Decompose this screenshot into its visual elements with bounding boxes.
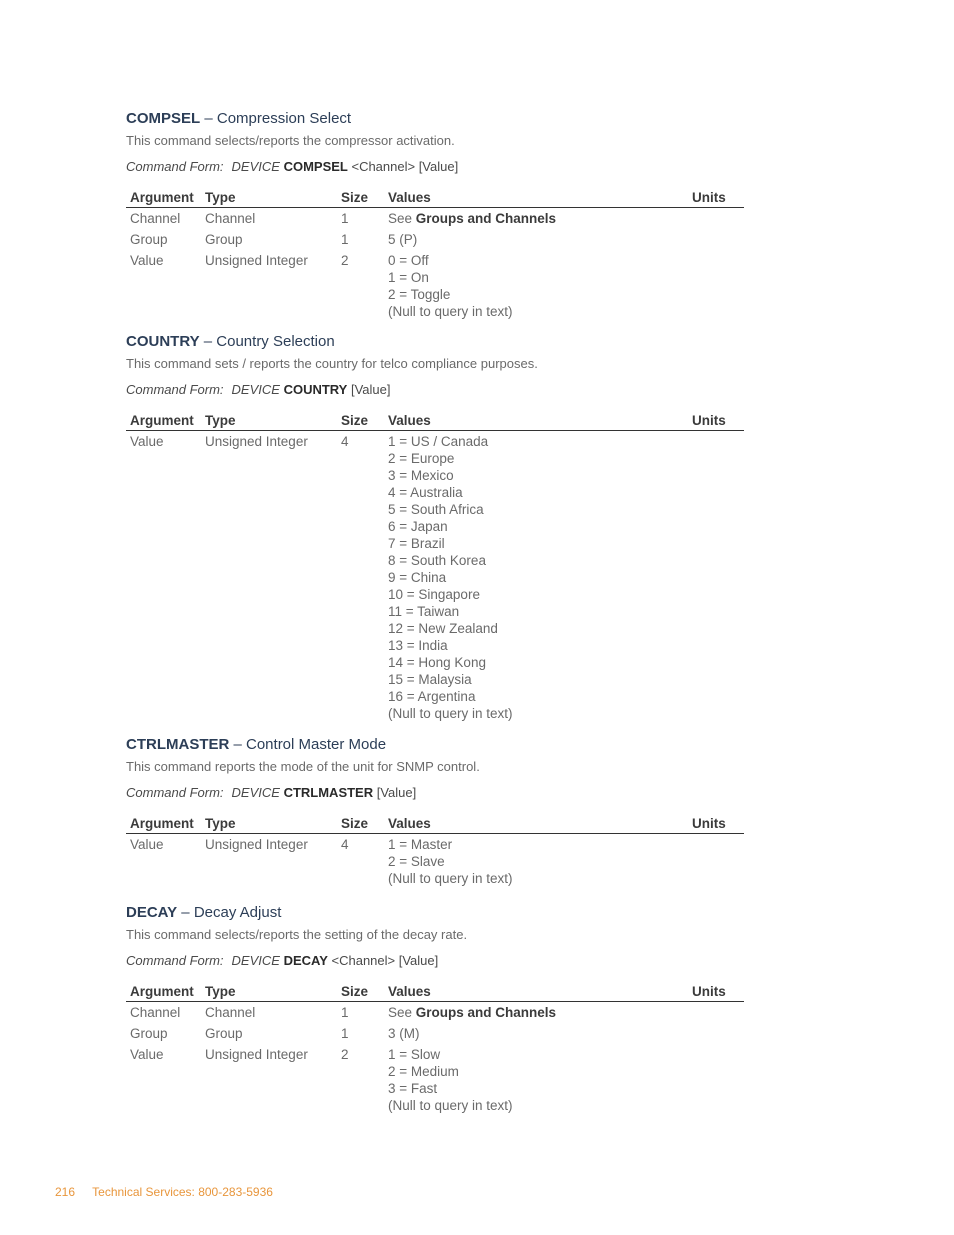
size-cell: 1 — [341, 1026, 349, 1041]
command-form — [126, 382, 744, 398]
command-form-args: [Value] — [347, 382, 391, 397]
size-cell: 4 — [341, 837, 349, 852]
type-cell: Unsigned Integer — [205, 1047, 308, 1062]
type-cell: Unsigned Integer — [205, 837, 308, 852]
value-line: 2 = Slave — [388, 854, 445, 869]
values-cell — [384, 834, 688, 890]
argument-cell: Value — [130, 253, 164, 268]
column-header: Argument — [126, 412, 201, 431]
column-header: Type — [201, 412, 337, 431]
command-form-keyword: COUNTRY — [283, 382, 348, 397]
value-line: 11 = Taiwan — [388, 604, 460, 619]
value-line: (Null to query in text) — [388, 304, 513, 319]
table-row — [126, 1023, 744, 1044]
units-cell — [688, 250, 744, 322]
value-reference: Groups and Channels — [415, 1005, 557, 1020]
command-title-rest: – Country Selection — [199, 333, 335, 350]
command-form-args: <Channel> [Value] — [327, 953, 439, 968]
value-line: 13 = India — [388, 638, 448, 653]
value-line: 2 = Medium — [388, 1064, 459, 1079]
argument-cell: Value — [130, 837, 164, 852]
command-form — [126, 159, 744, 175]
table-row — [126, 229, 744, 250]
type-cell: Channel — [205, 211, 256, 226]
values-cell — [384, 1002, 688, 1024]
type-cell: Group — [205, 1026, 243, 1041]
values-cell — [384, 431, 688, 725]
value-reference: Groups and Channels — [415, 211, 557, 226]
value-line: 5 (P) — [388, 232, 418, 247]
command-form-device: DEVICE — [231, 159, 280, 174]
argument-table — [126, 983, 744, 1116]
column-header: Size — [337, 815, 384, 834]
size-cell: 4 — [341, 434, 349, 449]
command-description: This command selects/reports the setting of the decay rate. — [126, 927, 468, 942]
column-header: Size — [337, 983, 384, 1002]
table-row — [126, 250, 744, 322]
value-line: 16 = Argentina — [388, 689, 476, 704]
command-name: COMPSEL — [126, 110, 201, 127]
value-line: 6 = Japan — [388, 519, 448, 534]
units-cell — [688, 1002, 744, 1024]
table-header-row — [126, 815, 744, 834]
command-section-decay — [126, 904, 744, 1116]
size-cell: 1 — [341, 1005, 349, 1020]
command-form — [126, 785, 744, 801]
command-name: CTRLMASTER — [126, 736, 230, 753]
units-cell — [688, 1044, 744, 1116]
table-row — [126, 1044, 744, 1116]
units-cell — [688, 1023, 744, 1044]
value-line — [388, 210, 684, 227]
type-cell: Unsigned Integer — [205, 434, 308, 449]
column-header: Type — [201, 983, 337, 1002]
value-line: 3 (M) — [388, 1026, 420, 1041]
value-line: 2 = Europe — [388, 451, 455, 466]
size-cell: 2 — [341, 253, 349, 268]
command-section-country — [126, 333, 744, 724]
command-form-args: [Value] — [373, 785, 417, 800]
command-title-rest: – Compression Select — [200, 110, 352, 127]
value-line: 9 = China — [388, 570, 447, 585]
value-line: 1 = On — [388, 270, 429, 285]
value-line — [388, 1004, 684, 1021]
command-form-label: Command Form: — [126, 159, 224, 174]
argument-cell: Value — [130, 434, 164, 449]
command-title-rest: – Decay Adjust — [177, 904, 282, 921]
units-cell — [688, 208, 744, 230]
command-form-device: DEVICE — [231, 953, 280, 968]
value-line: 1 = Master — [388, 837, 453, 852]
column-header: Size — [337, 412, 384, 431]
argument-table — [126, 189, 744, 322]
column-header: Units — [688, 815, 744, 834]
command-form-keyword: DECAY — [283, 953, 328, 968]
size-cell: 1 — [341, 211, 349, 226]
values-cell — [384, 1044, 688, 1116]
value-line: 5 = South Africa — [388, 502, 484, 517]
command-form-label: Command Form: — [126, 785, 224, 800]
value-line: 1 = US / Canada — [388, 434, 489, 449]
page-number: 216 — [55, 1185, 76, 1199]
size-cell: 2 — [341, 1047, 349, 1062]
values-cell — [384, 208, 688, 230]
column-header: Units — [688, 189, 744, 208]
command-form-label: Command Form: — [126, 382, 224, 397]
command-description: This command selects/reports the compressor activation. — [126, 133, 455, 148]
argument-cell: Value — [130, 1047, 164, 1062]
command-section-compsel — [126, 110, 744, 322]
column-header: Units — [688, 412, 744, 431]
argument-table — [126, 412, 744, 724]
command-title-rest: – Control Master Mode — [229, 736, 387, 753]
value-line: 1 = Slow — [388, 1047, 441, 1062]
column-header: Values — [384, 189, 688, 208]
value-prefix: See — [388, 1005, 416, 1020]
argument-cell: Channel — [130, 211, 181, 226]
type-cell: Group — [205, 232, 243, 247]
column-header: Argument — [126, 189, 201, 208]
units-cell — [688, 229, 744, 250]
value-prefix: See — [388, 211, 416, 226]
column-header: Size — [337, 189, 384, 208]
column-header: Type — [201, 815, 337, 834]
column-header: Argument — [126, 983, 201, 1002]
value-line: 3 = Fast — [388, 1081, 438, 1096]
command-description: This command reports the mode of the unit for SNMP control. — [126, 759, 480, 774]
value-line: (Null to query in text) — [388, 871, 513, 886]
command-section-ctrlmaster — [126, 736, 744, 889]
value-line: 14 = Hong Kong — [388, 655, 486, 670]
page-footer — [55, 1185, 273, 1199]
values-cell — [384, 250, 688, 322]
command-title — [126, 736, 744, 754]
value-line: 15 = Malaysia — [388, 672, 472, 687]
argument-cell: Group — [130, 232, 168, 247]
argument-table — [126, 815, 744, 889]
command-description: This command sets / reports the country for telco compliance purposes. — [126, 356, 538, 371]
column-header: Values — [384, 983, 688, 1002]
command-form-keyword: COMPSEL — [283, 159, 348, 174]
table-header-row — [126, 189, 744, 208]
footer-contact: Technical Services: 800-283-5936 — [92, 1185, 273, 1199]
value-line: 7 = Brazil — [388, 536, 445, 551]
column-header: Argument — [126, 815, 201, 834]
command-title — [126, 333, 744, 351]
value-line: 8 = South Korea — [388, 553, 486, 568]
command-form-keyword: CTRLMASTER — [283, 785, 374, 800]
column-header: Units — [688, 983, 744, 1002]
column-header: Values — [384, 815, 688, 834]
type-cell: Channel — [205, 1005, 256, 1020]
size-cell: 1 — [341, 232, 349, 247]
value-line: 12 = New Zealand — [388, 621, 498, 636]
table-header-row — [126, 983, 744, 1002]
column-header: Values — [384, 412, 688, 431]
units-cell — [688, 834, 744, 890]
argument-cell: Channel — [130, 1005, 181, 1020]
command-form-label: Command Form: — [126, 953, 224, 968]
command-form-device: DEVICE — [231, 382, 280, 397]
command-title — [126, 110, 744, 128]
units-cell — [688, 431, 744, 725]
type-cell: Unsigned Integer — [205, 253, 308, 268]
command-form-device: DEVICE — [231, 785, 280, 800]
value-line: 2 = Toggle — [388, 287, 451, 302]
table-row — [126, 208, 744, 230]
command-name: DECAY — [126, 904, 178, 921]
command-form — [126, 953, 744, 969]
command-form-args: <Channel> [Value] — [347, 159, 459, 174]
argument-cell: Group — [130, 1026, 168, 1041]
table-row — [126, 834, 744, 890]
value-line: 4 = Australia — [388, 485, 463, 500]
table-row — [126, 431, 744, 725]
column-header: Type — [201, 189, 337, 208]
values-cell — [384, 229, 688, 250]
value-line: 3 = Mexico — [388, 468, 454, 483]
command-title — [126, 904, 744, 922]
table-row — [126, 1002, 744, 1024]
value-line: 10 = Singapore — [388, 587, 480, 602]
value-line: (Null to query in text) — [388, 706, 513, 721]
command-name: COUNTRY — [126, 333, 200, 350]
values-cell — [384, 1023, 688, 1044]
table-header-row — [126, 412, 744, 431]
value-line: 0 = Off — [388, 253, 429, 268]
value-line: (Null to query in text) — [388, 1098, 513, 1113]
